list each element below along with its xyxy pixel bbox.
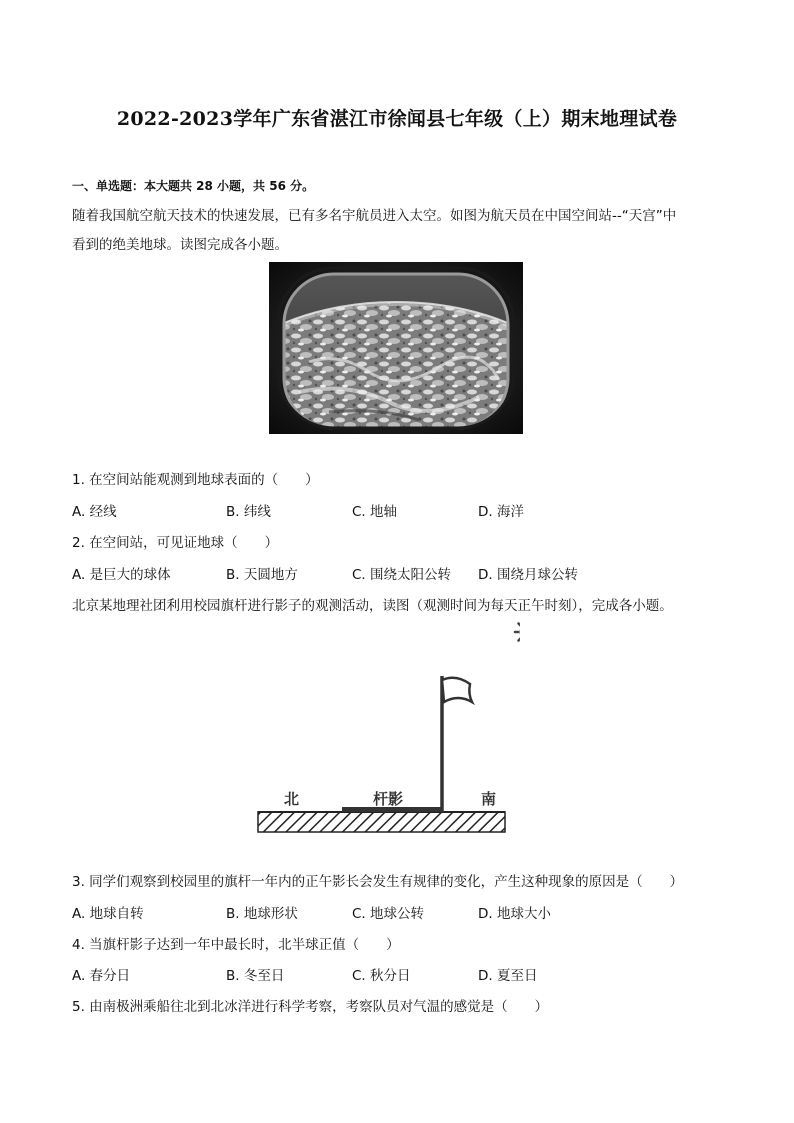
intro-paragraph-1	[72, 202, 722, 260]
section-heading: 一、单选题：本大题共 28 小题，共 56 分。	[72, 179, 315, 193]
q2-option-c: C. 围绕太阳公转	[352, 567, 452, 583]
q3-option-c: C. 地球公转	[352, 906, 425, 922]
q3-option-b: B. 地球形状	[226, 906, 298, 922]
question-4: 4. 当旗杆影子达到一年中最长时，北半球正值（ ）	[72, 937, 400, 953]
shadow-label: 杆影	[373, 790, 404, 808]
question-2: 2. 在空间站，可见证地球（ ）	[72, 535, 279, 551]
q3-option-d: D. 地球大小	[478, 906, 551, 922]
flag	[442, 678, 472, 702]
intro-line-2: 看到的绝美地球。读图完成各小题。	[72, 237, 288, 253]
q2-option-b: B. 天圆地方	[226, 567, 298, 583]
question-3: 3. 同学们观察到校园里的旗杆一年内的正午影长会发生有规律的变化，产生这种现象的原因是（ ）	[72, 874, 684, 890]
q1-option-d: D. 海洋	[478, 504, 524, 520]
question-5: 5. 由南极洲乘船往北到北冰洋进行科学考察，考察队员对气温的感觉是（ ）	[72, 999, 549, 1015]
q2-option-a: A. 是巨大的球体	[72, 567, 171, 583]
flagpole-shadow-diagram	[250, 618, 520, 840]
ground	[258, 812, 505, 832]
sun-icon	[515, 620, 520, 644]
q3-option-a: A. 地球自转	[72, 906, 144, 922]
south-label: 南	[481, 790, 497, 808]
q4-option-c: C. 秋分日	[352, 968, 411, 984]
intro-line-1: 随着我国航空航天技术的快速发展，已有多名宇航员进入太空。如图为航天员在中国空间站--“天宫”中	[72, 208, 677, 224]
q1-option-c: C. 地轴	[352, 504, 398, 520]
q2-option-d: D. 围绕月球公转	[478, 567, 578, 583]
q4-option-b: B. 冬至日	[226, 968, 285, 984]
q4-option-a: A. 春分日	[72, 968, 131, 984]
intro-paragraph-2: 北京某地理社团利用校园旗杆进行影子的观测活动，读图（观测时间为每天正午时刻），完成各小题。	[72, 598, 673, 614]
north-label: 北	[284, 790, 300, 808]
q4-option-d: D. 夏至日	[478, 968, 538, 984]
page-title: 2022-2023学年广东省湛江市徐闻县七年级（上）期末地理试卷	[116, 108, 678, 130]
question-1: 1. 在空间站能观测到地球表面的（ ）	[72, 472, 319, 488]
space-station-earth-photo	[269, 262, 523, 434]
earth-window-illustration	[269, 262, 523, 434]
q1-option-b: B. 纬线	[226, 504, 271, 520]
q1-option-a: A. 经线	[72, 504, 117, 520]
